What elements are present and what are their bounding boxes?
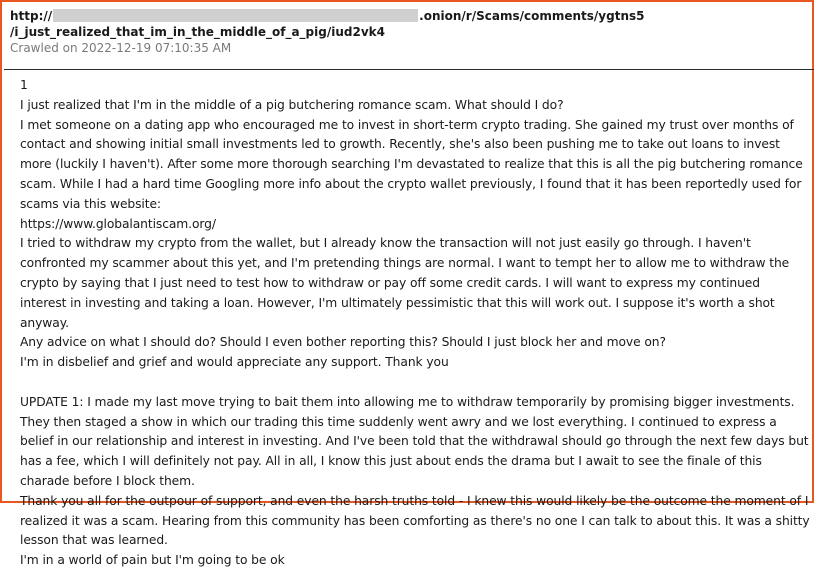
post-content	[20, 76, 810, 571]
header-divider	[4, 69, 814, 70]
url-prefix: http://	[10, 9, 53, 23]
update-paragraph: I'm in a world of pain but I'm going to be ok	[20, 553, 285, 568]
crawled-timestamp: Crawled on 2022-12-19 07:10:35 AM	[10, 41, 232, 55]
blank-line	[20, 373, 810, 393]
url-suffix: .onion/r/Scams/comments/ygtns5	[419, 9, 645, 23]
page-header	[10, 8, 808, 66]
post-paragraph: I'm in disbelief and grief and would appreciate any support. Thank you	[20, 355, 449, 370]
post-score: 1	[20, 78, 28, 92]
url-line-2[interactable]: /i_just_realized_that_im_in_the_middle_of_a_pig/iud2vk4	[10, 25, 385, 39]
redacted-host	[53, 9, 418, 22]
url-line-1[interactable]	[10, 8, 808, 24]
post-paragraph: I tried to withdraw my crypto from the wallet, but I already know the transaction will not just easily go through. I haven't confronted my scammer about this yet, and I'm pretending things are normal. I want to tempt her to allow me to withdraw the crypto by saying that I just need to test how to withdraw or pay off some credit cards. I will want to express my continued interest in investing and taking a loan. However, I'm ultimately pessimistic that this will work out. I suppose it's worth a shot anyway.	[20, 236, 790, 330]
update-paragraph: UPDATE 1: I made my last move trying to bait them into allowing me to withdraw temporarily by promising bigger investments. They then staged a show in which our trading this time suddenly went awry and we lost everything. I continued to express a belief in our relationship and interest in investing. And I've been told that the withdrawal should go through the next few days but has a fee, which I will definitely not pay. All in all, I know this just about ends the drama but I await to see the finale of this charade before I block them.	[20, 394, 809, 488]
post-link: https://www.globalantiscam.org/	[20, 216, 216, 231]
post-paragraph: I met someone on a dating app who encouraged me to invest in short-term crypto trading. She gained my trust over months of contact and showing initial small investments led to growth. Recently, she's also been pushing me to take out loans to invest more (luckily I haven't). After some more thorough searching I'm devastated to realize that this is all the pig butchering romance scam. While I had a hard time Googling more info about the crypto wallet previously, I found that it has been reportedly used for scams via this website:	[20, 117, 803, 211]
update-paragraph: Thank you all for the outpour of support, and even the harsh truths told - I knew this would likely be the outcome the moment of I realized it was a scam. Hearing from this community has been comforting as there's no one I can talk to about this. It was a shitty lesson that was learned.	[20, 493, 810, 548]
post-paragraph: Any advice on what I should do? Should I even bother reporting this? Should I just block her and move on?	[20, 335, 666, 350]
post-title: I just realized that I'm in the middle of a pig butchering romance scam. What should I do?	[20, 97, 564, 112]
